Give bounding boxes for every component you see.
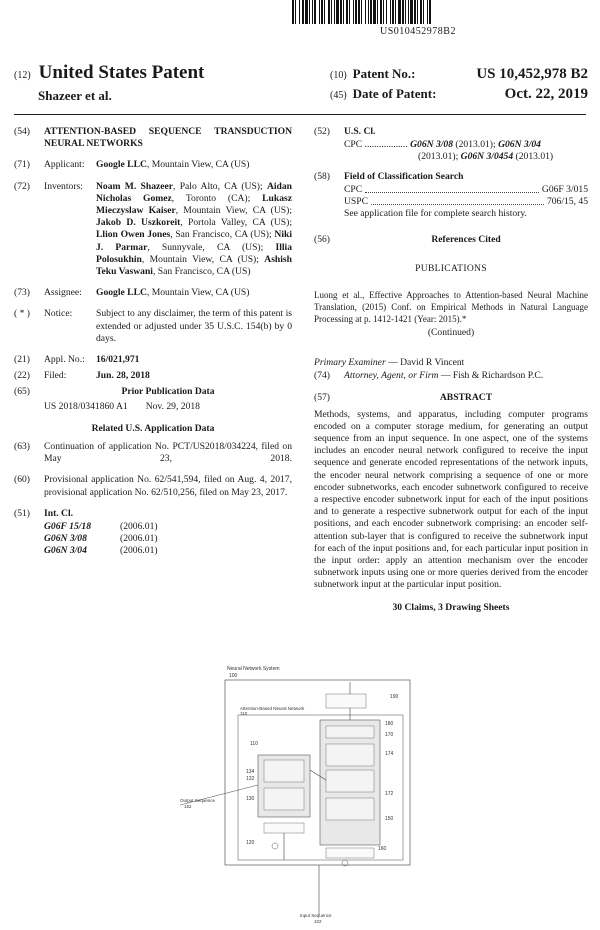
prior-pub-heading: Prior Publication Data: [121, 386, 215, 398]
date-code: (45): [330, 90, 347, 101]
date-value: Oct. 22, 2019: [504, 86, 588, 102]
int-cl-table: [14, 521, 292, 558]
inventor-name: Llion Owen Jones: [96, 229, 171, 241]
filed-field: (22) Filed: Jun. 28, 2018: [14, 370, 292, 382]
barcode-number: US010452978B2: [380, 26, 456, 37]
inventor-location: , Toronto (CA);: [171, 192, 263, 204]
svg-text:120: 120: [246, 840, 255, 846]
notice-text: Subject to any disclaimer, the term of this patent is extended or adjusted under 35 U.S.C. 154(b) by 0 days.: [96, 308, 292, 344]
publications-heading: PUBLICATIONS: [415, 262, 487, 274]
patent-no-label: Patent No.:: [352, 66, 416, 81]
inventor-location: , San Francisco, CA (US);: [170, 229, 275, 241]
field-search-heading-row: (58) Field of Classification Search: [314, 171, 588, 183]
invention-title: ATTENTION-BASED SEQUENCE TRANSDUCTION NEURAL NETWORKS: [44, 126, 292, 150]
representative-drawing: [180, 660, 460, 925]
applicant-name: Google LLC: [96, 159, 147, 171]
patent-no-code: (10): [330, 70, 347, 81]
prior-pub-date: Nov. 29, 2018: [145, 400, 200, 412]
svg-text:132: 132: [246, 776, 255, 782]
prior-pub-row: [14, 401, 292, 413]
int-cl-heading-row: (51) Int. Cl.: [14, 508, 292, 520]
inventor-location: , Mountain View, CA (US);: [141, 253, 265, 265]
fig-output-num: 152: [184, 804, 192, 809]
svg-text:130: 130: [246, 796, 255, 802]
barcode-bar: [431, 0, 432, 24]
inventor-location: , Portola Valley, CA (US);: [180, 217, 292, 229]
patent-title-block: [14, 62, 204, 84]
refs-heading: References Cited: [431, 234, 501, 246]
inventor-short: Shazeer et al.: [38, 88, 112, 103]
fig-attn-label: Attention-Based Neural Network: [240, 706, 305, 711]
related-heading: Related U.S. Application Data: [91, 422, 215, 434]
assignee-name: Google LLC: [96, 287, 147, 299]
int-cl-year: (2006.01): [120, 533, 158, 545]
patent-no-value: US 10,452,978 B2: [476, 66, 588, 82]
fig-input-label: Input Sequence: [300, 913, 332, 918]
appl-no-field: (21) Appl. No.: 16/021,971: [14, 354, 292, 366]
left-column: [14, 126, 292, 558]
int-cl-row: [14, 521, 292, 533]
svg-text:170: 170: [385, 732, 394, 738]
continued-note: (Continued): [427, 326, 475, 338]
field-search-body: CPC G06F 3/015 USPC 706/15, 45 See application file for complete search history.: [344, 183, 588, 220]
svg-text:174: 174: [385, 751, 394, 757]
us-cl-heading-row: (52) U.S. Cl.: [314, 126, 588, 138]
inventor-name: Lukasz Mieczyslaw Kaiser: [96, 192, 292, 217]
provisional-field: (60) Provisional application No. 62/541,594, filed on Aug. 4, 2017, provisional application No. 62/510,256, filed on May 23, 2017.: [14, 474, 292, 498]
barcode: [292, 0, 592, 24]
appl-no-value: 16/021,971: [96, 354, 140, 366]
inventor-location: , Sunnyvale, CA (US);: [147, 241, 276, 253]
svg-text:150: 150: [385, 816, 394, 822]
inventor-name: Jakob D. Uszkoreit: [96, 217, 181, 229]
inventor-name: Noam M. Shazeer: [96, 180, 174, 192]
inventor-location: , Mountain View, CA (US);: [175, 205, 292, 217]
int-cl-class: G06N 3/04: [44, 545, 87, 557]
int-cl-year: (2006.01): [120, 521, 158, 533]
examiner-row: Primary Examiner — David R Vincent: [314, 357, 465, 369]
right-column: [314, 126, 588, 614]
fig-attn-num: 110: [240, 711, 248, 716]
svg-text:180: 180: [385, 721, 394, 727]
assignee-field: (73) Assignee: Google LLC, Mountain View, CA (US): [14, 287, 250, 299]
fig-input-num: 102: [314, 919, 322, 924]
continuation-field: (63) Continuation of application No. PCT/US2018/034224, filed on May 23, 2018.: [14, 441, 292, 465]
fig-system-num: 100: [229, 673, 238, 679]
int-cl-class: G06F 15/18: [44, 521, 91, 533]
attorney-row: (74) Attorney, Agent, or Firm — Fish & Richardson P.C.: [314, 370, 544, 382]
inventor-name: Aidan Nicholas Gomez: [96, 180, 292, 204]
prior-pub-heading-row: (65) Prior Publication Data: [14, 386, 292, 398]
inventor-name: Ashish Teku Vaswani: [96, 253, 292, 278]
us-cl-cpc: CPC .................. G06N 3/08 (2013.01); G06N 3/04 (2013.01); G06N 3/0454 (2013.01): [344, 139, 554, 163]
inventors-list: [96, 181, 292, 279]
prior-pub-number: US 2018/0341860 A1: [44, 400, 128, 412]
svg-text:172: 172: [385, 791, 394, 797]
doc-type: United States Patent: [38, 62, 205, 83]
abstract-heading: ABSTRACT: [439, 392, 493, 404]
filed-value: Jun. 28, 2018: [96, 370, 150, 382]
us-cl-heading: U.S. Cl.: [344, 126, 376, 137]
publication-citation: Luong et al., Effective Approaches to Attention-based Neural Machine Translation, (2015) Conf. on Empirical Methods in Natural Language Processing at p. 1412-1421 (Year: 2015).*: [314, 289, 588, 324]
title-field: (54) ATTENTION-BASED SEQUENCE TRANSDUCTION NEURAL NETWORKS: [14, 126, 292, 150]
inventors-field: (72) Inventors: Noam M. Shazeer, Palo Alto, CA (US); Aidan Nicholas Gomez, Toronto (CA); Lukasz Mieczyslaw Kaiser, Mountain View, CA (US); Jakob D. Uszkoreit, Portola Valley, CA (US); Llion Owen Jones, San Francisco, CA (US); Niki J. Parmar, Sunnyvale, CA (US); Illia Polosukhin, Mountain View, CA (US); Ashish Teku Vaswani, San Francisco, CA (US): [14, 180, 292, 278]
inventor-name: Niki J. Parmar: [96, 229, 292, 253]
int-cl-row: [14, 533, 292, 545]
network-diagram: [180, 660, 460, 925]
inventor-name: Illia Polosukhin: [96, 241, 292, 265]
int-cl-heading: Int. Cl.: [44, 507, 74, 519]
fig-system-label: Neural Network System: [227, 666, 280, 672]
abstract-heading-row: (57) ABSTRACT: [314, 392, 588, 404]
svg-text:134: 134: [246, 769, 255, 775]
inventor-location: , San Francisco, CA (US): [152, 266, 251, 278]
field-search-heading: Field of Classification Search: [344, 170, 464, 182]
svg-text:190: 190: [390, 694, 399, 700]
int-cl-row: [14, 545, 292, 557]
provisional-text: Provisional application No. 62/541,594, filed on Aug. 4, 2017, provisional application No. 62/510,256, filed on May 23, 2017.: [44, 474, 292, 498]
int-cl-year: (2006.01): [120, 545, 158, 557]
header-divider: [14, 114, 586, 115]
inventor-location: , Palo Alto, CA (US);: [173, 180, 267, 192]
notice-field: ( * ) Notice: Subject to any disclaimer, the term of this patent is extended or adjusted under 35 U.S.C. 154(b) by 0 days.: [14, 308, 292, 344]
int-cl-class: G06N 3/08: [44, 533, 87, 545]
fig-output-label: Output Sequence: [180, 798, 216, 803]
abstract-text: Methods, systems, and apparatus, including computer programs encoded on a computer storage medium, for generating an output sequence from an input sequence. In one aspect, one of the systems includes an encoder neural network configured to receive the input sequence and generate encoded representations of the network inputs, the encoder neural network comprising a sequence of one or more encoder subnetworks, each encoder subnetwork configured to receive a respective encoder subnetwork input for each of the input positions and to generate a respective subnetwork output for each of the input positions, and each encoder subnetwork comprising: an encoder self-attention sub-layer that is configured to receive the subnetwork input for each of the input positions and, for each particular input position in the input order: apply an attention mechanism over the encoder subnetwork inputs using one or more queries derived from the encoder subnetwork input at the particular input position.: [314, 408, 588, 591]
claims-count: 30 Claims, 3 Drawing Sheets: [392, 601, 510, 613]
patent-number-block: [330, 66, 588, 106]
svg-text:160: 160: [378, 846, 387, 852]
date-label: Date of Patent:: [352, 86, 437, 101]
applicant-field: (71) Applicant: Google LLC, Mountain View, CA (US): [14, 159, 250, 171]
svg-text:110: 110: [250, 741, 258, 747]
continuation-text: Continuation of application No. PCT/US2018/034224, filed on May 23, 2018.: [44, 441, 292, 465]
doc-code: (12): [14, 70, 31, 81]
refs-heading-row: (56) References Cited: [314, 234, 588, 246]
